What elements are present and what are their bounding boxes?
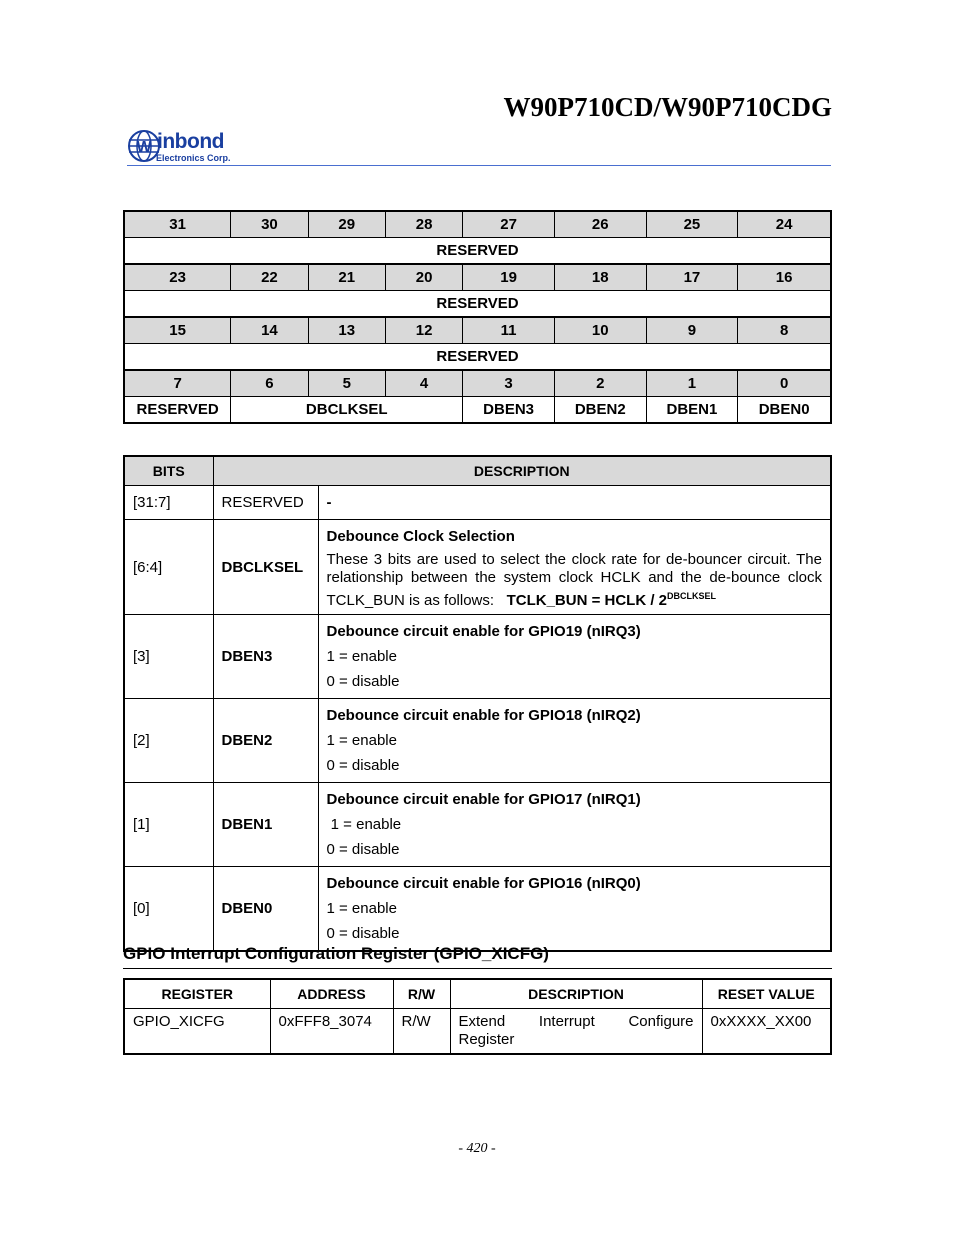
formula: TCLK_BUN = HCLK / 2 xyxy=(506,592,668,609)
bit-field-row xyxy=(124,344,831,371)
field-paragraph xyxy=(327,551,823,610)
bit-field-cell: RESERVED xyxy=(124,397,231,424)
bit-number-cell: 15 xyxy=(124,317,231,344)
field-description-cell xyxy=(318,520,831,615)
bit-number-cell: 18 xyxy=(554,264,646,291)
formula-exponent: DBCLKSEL xyxy=(667,591,717,601)
section-title: GPIO Interrupt Configuration Register (GPIO_XICFG) xyxy=(123,944,549,963)
address-header: ADDRESS xyxy=(270,979,393,1009)
description-header: DESCRIPTION xyxy=(450,979,702,1009)
bits-cell: [3] xyxy=(124,615,213,699)
reset-value-cell: 0xXXXX_XX00 xyxy=(702,1009,831,1055)
bit-number-cell: 0 xyxy=(738,370,831,397)
bits-cell: [1] xyxy=(124,783,213,867)
bit-field-row xyxy=(124,238,831,265)
bit-number-cell: 28 xyxy=(385,211,462,238)
logo-wordmark: inbond xyxy=(157,130,224,153)
disable-line: 0 = disable xyxy=(326,757,400,774)
bit-field-cell: RESERVED xyxy=(124,291,831,318)
bit-number-row xyxy=(124,264,831,291)
register-bitmap-table xyxy=(123,210,832,424)
bit-number-cell: 20 xyxy=(385,264,462,291)
bit-field-cell: RESERVED xyxy=(124,344,831,371)
bit-number-row xyxy=(124,370,831,397)
bit-number-cell: 22 xyxy=(231,264,308,291)
enable-line: 1 = enable xyxy=(326,900,397,917)
bits-cell: [0] xyxy=(124,867,213,952)
description-header: DESCRIPTION xyxy=(213,456,831,486)
bit-field-cell: DBCLKSEL xyxy=(231,397,463,424)
bit-number-cell: 27 xyxy=(463,211,555,238)
bit-field-cell: RESERVED xyxy=(124,238,831,265)
field-title: Debounce circuit enable for GPIO18 (nIRQ2) xyxy=(326,707,641,724)
bit-number-cell: 1 xyxy=(646,370,738,397)
bit-number-cell: 6 xyxy=(231,370,308,397)
bit-number-row xyxy=(124,317,831,344)
bits-cell: [31:7] xyxy=(124,486,213,520)
svg-text:W: W xyxy=(136,139,152,156)
field-title: Debounce Clock Selection xyxy=(326,528,515,545)
bit-field-cell: DBEN0 xyxy=(738,397,831,424)
bit-number-cell: 24 xyxy=(738,211,831,238)
field-name-cell: DBEN2 xyxy=(213,699,318,783)
bit-number-cell: 3 xyxy=(463,370,555,397)
disable-line: 0 = disable xyxy=(326,841,400,858)
paragraph-text: These 3 bits are used to select the clock rate for de-bouncer circuit. The relationship between the system clock HCLK and the de-bounce clock TCLK_BUN is as follows: xyxy=(326,551,822,609)
field-name-cell: DBEN3 xyxy=(213,615,318,699)
field-description-cell xyxy=(318,699,831,783)
bit-number-cell: 29 xyxy=(308,211,385,238)
bit-description-table xyxy=(123,455,832,952)
bit-field-cell: DBEN1 xyxy=(646,397,738,424)
bit-number-cell: 14 xyxy=(231,317,308,344)
enable-line: 1 = enable xyxy=(326,816,402,833)
field-description-cell xyxy=(318,615,831,699)
register-cell: GPIO_XICFG xyxy=(124,1009,270,1055)
bits-header: BITS xyxy=(124,456,213,486)
bit-number-cell: 11 xyxy=(463,317,555,344)
bit-number-cell: 25 xyxy=(646,211,738,238)
field-name-cell: DBEN0 xyxy=(213,867,318,952)
table-row xyxy=(124,867,831,952)
table-row xyxy=(124,783,831,867)
rw-cell: R/W xyxy=(393,1009,450,1055)
disable-line: 0 = disable xyxy=(326,673,400,690)
description-cell: Extend Interrupt Configure Register xyxy=(450,1009,702,1055)
table-row xyxy=(124,520,831,615)
field-description-cell xyxy=(318,783,831,867)
enable-line: 1 = enable xyxy=(326,648,397,665)
bit-number-row xyxy=(124,211,831,238)
bit-number-cell: 2 xyxy=(554,370,646,397)
page-number: - 420 - xyxy=(458,1141,496,1156)
enable-line: 1 = enable xyxy=(326,732,397,749)
bit-number-cell: 19 xyxy=(463,264,555,291)
register-header: REGISTER xyxy=(124,979,270,1009)
field-title: Debounce circuit enable for GPIO19 (nIRQ3) xyxy=(326,623,641,640)
winbond-logo xyxy=(127,126,267,166)
field-description-cell: - xyxy=(318,486,831,520)
bit-number-cell: 23 xyxy=(124,264,231,291)
bits-cell: [2] xyxy=(124,699,213,783)
address-cell: 0xFFF8_3074 xyxy=(270,1009,393,1055)
bit-number-cell: 10 xyxy=(554,317,646,344)
bit-number-cell: 16 xyxy=(738,264,831,291)
field-title: Debounce circuit enable for GPIO17 (nIRQ1) xyxy=(326,791,641,808)
table-row xyxy=(124,1009,831,1055)
bit-number-cell: 26 xyxy=(554,211,646,238)
register-summary-table xyxy=(123,978,832,1055)
field-name-cell: DBCLKSEL xyxy=(213,520,318,615)
document-title: W90P710CD/W90P710CDG xyxy=(503,92,832,122)
disable-line: 0 = disable xyxy=(326,925,400,942)
table-row xyxy=(124,699,831,783)
bit-number-cell: 31 xyxy=(124,211,231,238)
table-row xyxy=(124,615,831,699)
bit-number-cell: 7 xyxy=(124,370,231,397)
bit-number-cell: 4 xyxy=(385,370,462,397)
bit-number-cell: 5 xyxy=(308,370,385,397)
header-rule xyxy=(127,165,831,166)
bit-number-cell: 13 xyxy=(308,317,385,344)
bit-number-cell: 30 xyxy=(231,211,308,238)
bits-cell: [6:4] xyxy=(124,520,213,615)
bit-field-row xyxy=(124,397,831,424)
bit-number-cell: 9 xyxy=(646,317,738,344)
bit-field-row xyxy=(124,291,831,318)
bit-number-cell: 21 xyxy=(308,264,385,291)
bit-field-cell: DBEN2 xyxy=(554,397,646,424)
bit-field-cell: DBEN3 xyxy=(463,397,555,424)
section-rule xyxy=(123,968,832,969)
rw-header: R/W xyxy=(393,979,450,1009)
field-description-cell xyxy=(318,867,831,952)
logo-subtitle: Electronics Corp. xyxy=(156,153,231,163)
reset-value-header: RESET VALUE xyxy=(702,979,831,1009)
bit-number-cell: 17 xyxy=(646,264,738,291)
field-name-cell: RESERVED xyxy=(213,486,318,520)
bit-number-cell: 12 xyxy=(385,317,462,344)
bit-number-cell: 8 xyxy=(738,317,831,344)
table-row xyxy=(124,486,831,520)
field-title: Debounce circuit enable for GPIO16 (nIRQ0) xyxy=(326,875,641,892)
field-name-cell: DBEN1 xyxy=(213,783,318,867)
